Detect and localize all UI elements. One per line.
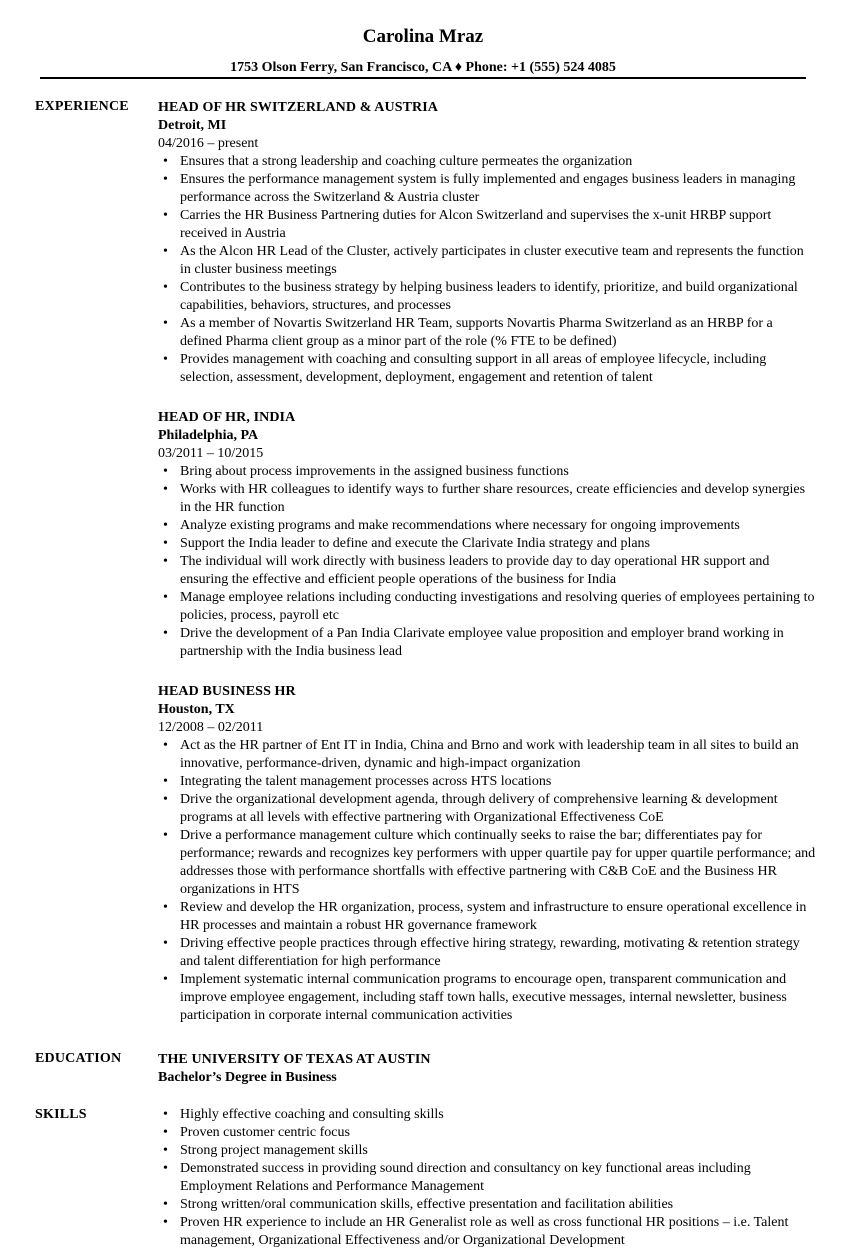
bullet-item: • Contributes to the business strategy by helping business leaders to identify, prioritize, and build organizational capabilities, behaviors, structures, and processes [180, 279, 818, 315]
job-dates: 03/2011 – 10/2015 [158, 446, 264, 461]
education-entry [158, 1051, 818, 1087]
job-entry [158, 683, 818, 1025]
job-entry [158, 409, 818, 661]
skill-item: • Highly effective coaching and consulting skills [180, 1106, 818, 1124]
job-location: Detroit, MI [158, 118, 227, 133]
job-bullets [158, 463, 818, 661]
bullet-item: • Driving effective people practices through effective hiring strategy, rewarding, motivating & retention strategy and talent differentiation for high performance [180, 935, 818, 971]
skill-item: • Strong written/oral communication skills, effective presentation and facilitation abilities [180, 1196, 818, 1214]
job-location: Philadelphia, PA [158, 428, 259, 443]
job-title: HEAD OF HR SWITZERLAND & AUSTRIA [158, 100, 439, 115]
bullet-item: • Bring about process improvements in the assigned business functions [180, 463, 818, 481]
section-label-experience: EXPERIENCE [35, 99, 129, 114]
bullet-item: • Analyze existing programs and make recommendations where necessary for ongoing improvements [180, 517, 818, 535]
bullet-item: • Drive a performance management culture which continually seeks to raise the bar; differentiates pay for performance; rewards and recognizes key performers with upper quartile pay for upper quartile performance; and addresses those with performance shortfalls with effective partnering with C&B CoE and the Business HR organizations in HTS [180, 827, 818, 899]
bullet-item: • Carries the HR Business Partnering duties for Alcon Switzerland and supervises the x-unit HRBP support received in Austria [180, 207, 818, 243]
contact-line: 1753 Olson Ferry, San Francisco, CA ♦ Phone: +1 (555) 524 4085 [230, 60, 616, 75]
job-title: HEAD OF HR, INDIA [158, 410, 296, 425]
bullet-item: • Ensures the performance management system is fully implemented and engages business leaders in managing performance across the Switzerland & Austria cluster [180, 171, 818, 207]
bullet-item: • As a member of Novartis Switzerland HR Team, supports Novartis Pharma Switzerland as an HRBP for a defined Pharma client group as a minor part of the role (% FTE to be defined) [180, 315, 818, 351]
job-title: HEAD BUSINESS HR [158, 684, 296, 699]
section-label-skills: SKILLS [35, 1107, 87, 1122]
bullet-item: • Review and develop the HR organization, process, system and infrastructure to ensure operational excellence in HR processes and maintain a robust HR governance framework [180, 899, 818, 935]
bullet-item: • As the Alcon HR Lead of the Cluster, actively participates in cluster executive team and represents the function in cluster business meetings [180, 243, 818, 279]
bullet-item: • Implement systematic internal communication programs to encourage open, transparent communication and improve employee engagement, including staff town halls, executive messages, internal newsletter, business participation in corporate internal communication activities [180, 971, 818, 1025]
skills-entry [158, 1106, 818, 1250]
job-dates: 04/2016 – present [158, 136, 259, 151]
degree: Bachelor’s Degree in Business [158, 1070, 337, 1085]
bullet-item: • Act as the HR partner of Ent IT in India, China and Brno and work with leadership team in all sites to build an innovative, performance-driven, dynamic and high-impact organization [180, 737, 818, 773]
bullet-item: • Support the India leader to define and execute the Clarivate India strategy and plans [180, 535, 818, 553]
school-name: THE UNIVERSITY OF TEXAS AT AUSTIN [158, 1052, 431, 1067]
bullet-item: • Integrating the talent management processes across HTS locations [180, 773, 818, 791]
job-bullets [158, 153, 818, 387]
skills-list [158, 1106, 818, 1250]
skill-item: • Demonstrated success in providing sound direction and consultancy on key functional areas including Employment Relations and Performance Management [180, 1160, 818, 1196]
header-divider [40, 77, 806, 79]
bullet-item: • Ensures that a strong leadership and coaching culture permeates the organization [180, 153, 818, 171]
bullet-item: • Drive the development of a Pan India Clarivate employee value proposition and employer brand working in partnership with the India business lead [180, 625, 818, 661]
job-location: Houston, TX [158, 702, 235, 717]
job-dates: 12/2008 – 02/2011 [158, 720, 264, 735]
bullet-item: • Works with HR colleagues to identify ways to further share resources, create efficiencies and develop synergies in the HR function [180, 481, 818, 517]
skill-item: • Proven customer centric focus [180, 1124, 818, 1142]
bullet-item: • The individual will work directly with business leaders to provide day to day operational HR support and ensuring the effective and efficient people operations of the business for India [180, 553, 818, 589]
job-bullets [158, 737, 818, 1025]
skill-item: • Strong project management skills [180, 1142, 818, 1160]
candidate-name: Carolina Mraz [362, 26, 484, 47]
job-entry [158, 99, 818, 387]
section-label-education: EDUCATION [35, 1051, 122, 1066]
bullet-item: • Drive the organizational development agenda, through delivery of comprehensive learning & development programs at all levels with effective partnering with Organizational Effectiveness CoE [180, 791, 818, 827]
bullet-item: • Manage employee relations including conducting investigations and resolving queries of employees pertaining to policies, process, payroll etc [180, 589, 818, 625]
skill-item: • Proven HR experience to include an HR Generalist role as well as cross functional HR positions – i.e. Talent management, Organizational Effectiveness and/or Organizational Development [180, 1214, 818, 1250]
bullet-item: • Provides management with coaching and consulting support in all areas of employee lifecycle, including selection, assessment, development, deployment, engagement and retention of talent [180, 351, 818, 387]
